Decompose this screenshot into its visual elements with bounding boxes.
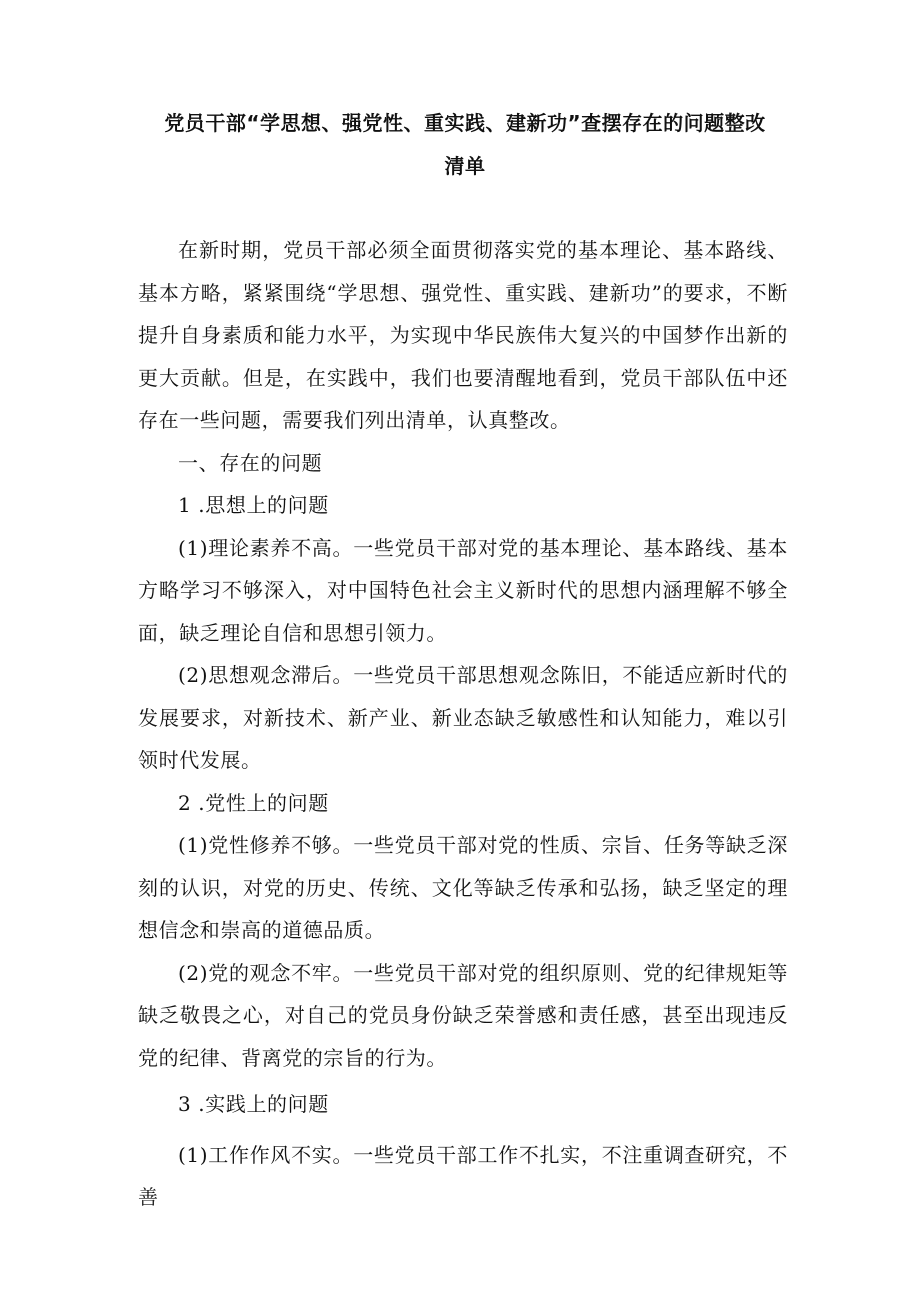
- subheading-practice: 3 .实践上的问题: [178, 1092, 329, 1116]
- paragraph-theory: (1)理论素养不高。一些党员干部对党的基本理论、基本路线、基本方略学习不够深入，对中国特色社会主义新时代的思想内涵理解不够全面，缺乏理论自信和思想引领力。: [138, 535, 788, 645]
- document-body: [138, 229, 788, 1219]
- paragraph-party-concept: (2)党的观念不牢。一些党员干部对党的组织原则、党的纪律规矩等缺乏敬畏之心，对自己的党员身份缺乏荣誉感和责任感，甚至出现违反党的纪律、背离党的宗旨的行为。: [138, 960, 788, 1070]
- subheading-party-spirit: 2 .党性上的问题: [178, 790, 329, 815]
- intro-paragraph: 在新时期，党员干部必须全面贯彻落实党的基本理论、基本路线、基本方略，紧紧围绕“学思想、强党性、重实践、建新功”的要求，不断提升自身素质和能力水平，为实现中华民族伟大复兴的中国梦作出新的更大贡献。但是，在实践中，我们也要清醒地看到，党员干部队伍中还存在一些问题，需要我们列出清单，认真整改。: [138, 238, 788, 432]
- subheading-ideology: 1 .思想上的问题: [178, 493, 329, 517]
- paragraph-party-cultivation: (1)党性修养不够。一些党员干部对党的性质、宗旨、任务等缺乏深刻的认识，对党的历史、传统、文化等缺乏传承和弘扬，缺乏坚定的理想信念和崇高的道德品质。: [138, 833, 788, 942]
- document-title-line-1: 党员干部“学思想、强党性、重实践、建新功”查摆存在的问题整改: [164, 111, 766, 135]
- paragraph-ideas: (2)思想观念滞后。一些党员干部思想观念陈旧，不能适应新时代的发展要求，对新技术、新产业、新业态缺乏敏感性和认知能力，难以引领时代发展。: [138, 663, 788, 772]
- document-title-line-2: 清单: [444, 154, 486, 178]
- section-heading-problems: 一、存在的问题: [178, 450, 323, 475]
- paragraph-work-style: (1)工作作风不实。一些党员干部工作不扎实，不注重调查研究，不善: [138, 1142, 788, 1209]
